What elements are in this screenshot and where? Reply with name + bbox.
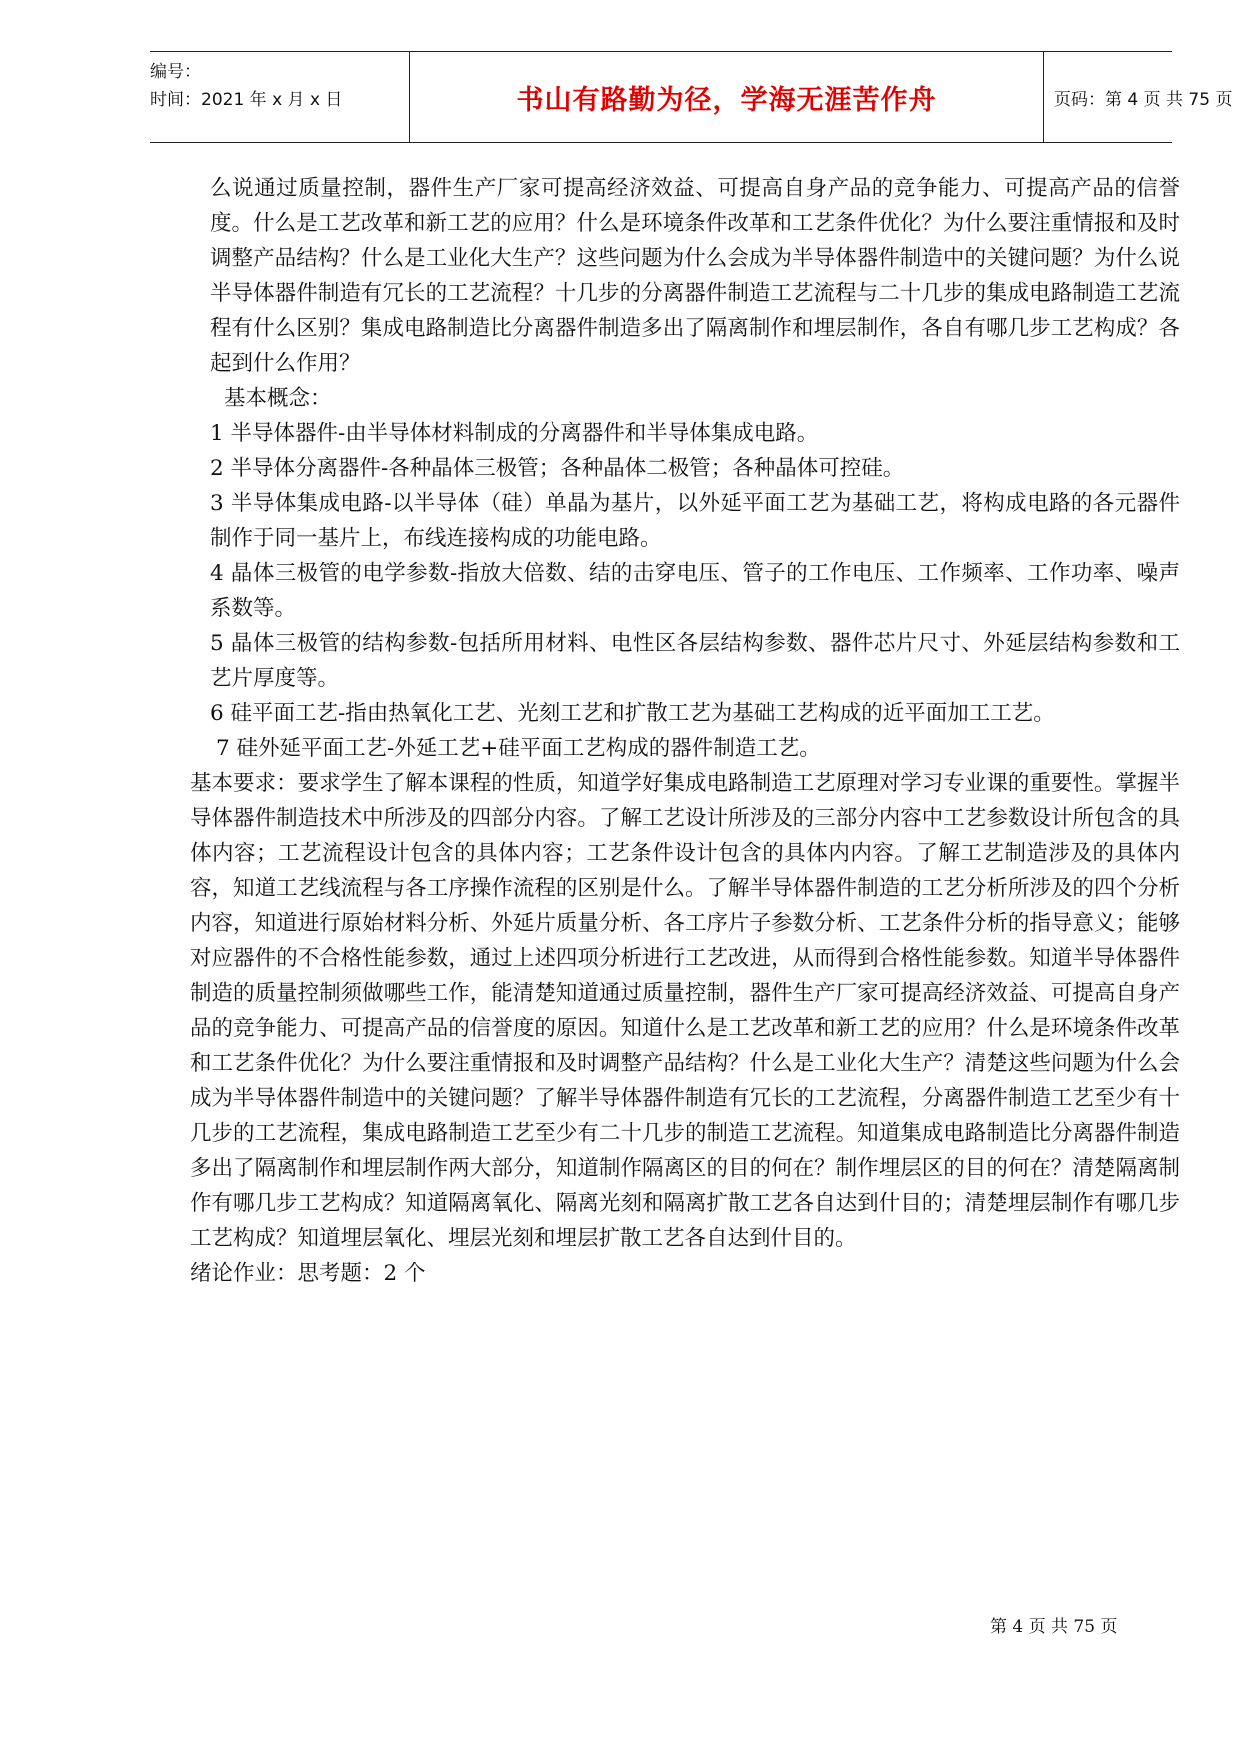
document-body xyxy=(190,171,1180,1291)
number-label: 编号： xyxy=(150,62,201,82)
header-page-info: 页码：第 4 页 共 75 页 xyxy=(1054,89,1233,110)
page-header xyxy=(150,51,1233,143)
concept-item: 4 晶体三极管的电学参数-指放大倍数、结的击穿电压、管子的工作电压、工作频率、工作功率、噪声系数等。 xyxy=(210,561,1180,621)
page-footer: 第 4 页 共 75 页 xyxy=(990,1617,1118,1637)
concept-item: 5 晶体三极管的结构参数-包括所用材料、电性区各层结构参数、器件芯片尺寸、外延层结构参数和工艺片厚度等。 xyxy=(210,631,1180,691)
concept-item: 6 硅平面工艺-指由热氧化工艺、光刻工艺和扩散工艺为基础工艺构成的近平面加工工艺。 xyxy=(210,701,1055,726)
date-line: 时间：2021 年 x 月 x 日 xyxy=(150,90,343,110)
concept-item: 7 硅外延平面工艺-外延工艺+硅平面工艺构成的器件制造工艺。 xyxy=(216,736,821,761)
intro-paragraph: 么说通过质量控制，器件生产厂家可提高经济效益、可提高自身产品的竞争能力、可提高产品的信誉度。什么是工艺改革和新工艺的应用？什么是环境条件改革和工艺条件优化？为什么要注重情报和及时调整产品结构？什么是工业化大生产？这些问题为什么会成为半导体器件制造中的关键问题？为什么说半导体器件制造有冗长的工艺流程？十几步的分离器件制造工艺流程与二十几步的集成电路制造工艺流程有什么区别？集成电路制造比分离器件制造多出了隔离制作和埋层制作，各自有哪几步工艺构成？各起到什么作用？ xyxy=(210,176,1180,376)
concept-item: 1 半导体器件-由半导体材料制成的分离器件和半导体集成电路。 xyxy=(210,421,819,446)
homework-line: 绪论作业：思考题：2 个 xyxy=(190,1261,426,1286)
requirements-paragraph: 基本要求：要求学生了解本课程的性质，知道学好集成电路制造工艺原理对学习专业课的重要性。掌握半导体器件制造技术中所涉及的四部分内容。了解工艺设计所涉及的三部分内容中工艺参数设计所包含的具体内容；工艺流程设计包含的具体内容；工艺条件设计包含的具体内内容。了解工艺制造涉及的具体内容，知道工艺线流程与各工序操作流程的区别是什么。了解半导体器件制造的工艺分析所涉及的四个分析内容，知道进行原始材料分析、外延片质量分析、各工序片子参数分析、工艺条件分析的指导意义；能够对应器件的不合格性能参数，通过上述四项分析进行工艺改进，从而得到合格性能参数。知道半导体器件制造的质量控制须做哪些工作，能清楚知道通过质量控制，器件生产厂家可提高经济效益、可提高自身产品的竞争能力、可提高产品的信誉度的原因。知道什么是工艺改革和新工艺的应用？什么是环境条件改革和工艺条件优化？为什么要注重情报和及时调整产品结构？什么是工业化大生产？清楚这些问题为什么会成为半导体器件制造中的关键问题？了解半导体器件制造有冗长的工艺流程，分离器件制造工艺至少有十几步的工艺流程，集成电路制造工艺至少有二十几步的制造工艺流程。知道集成电路制造比分离器件制造多出了隔离制作和埋层制作两大部分，知道制作隔离区的目的何在？制作埋层区的目的何在？清楚隔离制作有哪几步工艺构成？知道隔离氧化、隔离光刻和隔离扩散工艺各自达到什目的；清楚埋层制作有哪几步工艺构成？知道埋层氧化、埋层光刻和埋层扩散工艺各自达到什目的。 xyxy=(190,771,1180,1251)
concept-item: 3 半导体集成电路-以半导体（硅）单晶为基片，以外延平面工艺为基础工艺，将构成电路的各元器件制作于同一基片上，布线连接构成的功能电路。 xyxy=(210,491,1180,551)
concept-item: 2 半导体分离器件-各种晶体三极管；各种晶体二极管；各种晶体可控硅。 xyxy=(210,456,905,481)
concepts-title: 基本概念： xyxy=(224,386,332,411)
header-motto: 书山有路勤为径，学海无涯苦作舟 xyxy=(409,52,1044,142)
header-meta xyxy=(150,52,409,142)
